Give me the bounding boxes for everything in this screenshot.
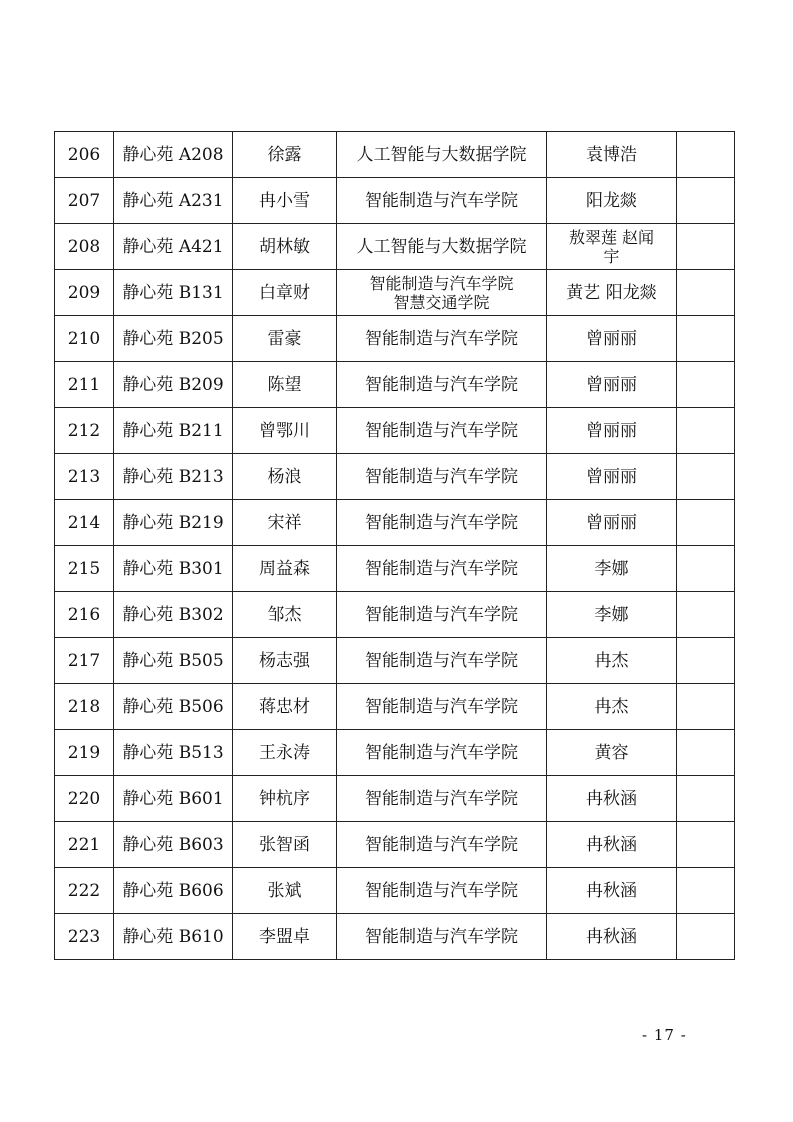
college-cell xyxy=(337,224,547,270)
remark-cell xyxy=(677,362,735,408)
college-line: 人工智能与大数据学院 xyxy=(356,144,527,165)
teacher-cell xyxy=(547,454,677,500)
room-cell: 静心苑 A421 xyxy=(114,224,233,270)
page-number: - 17 - xyxy=(642,1026,687,1044)
remark-cell xyxy=(677,224,735,270)
row-number-cell: 221 xyxy=(55,822,114,868)
row-number-cell: 209 xyxy=(55,270,114,316)
table-row xyxy=(55,822,735,868)
table-row xyxy=(55,224,735,270)
college-cell xyxy=(337,914,547,960)
row-number-cell: 206 xyxy=(55,132,114,178)
student-name-cell: 张智函 xyxy=(233,822,337,868)
room-cell: 静心苑 B131 xyxy=(114,270,233,316)
student-name-cell: 周益森 xyxy=(233,546,337,592)
teacher-cell xyxy=(547,868,677,914)
teacher-cell xyxy=(547,638,677,684)
row-number-cell: 214 xyxy=(55,500,114,546)
teacher-cell xyxy=(547,408,677,454)
row-number-cell: 220 xyxy=(55,776,114,822)
teacher-cell xyxy=(547,362,677,408)
teacher-cell xyxy=(547,776,677,822)
college-cell xyxy=(337,684,547,730)
college-cell xyxy=(337,822,547,868)
college-line: 智能制造与汽车学院 xyxy=(369,273,514,293)
teacher-line: 曾丽丽 xyxy=(586,512,637,533)
college-line: 智慧交通学院 xyxy=(393,292,490,312)
college-cell xyxy=(337,592,547,638)
teacher-cell xyxy=(547,270,677,316)
teacher-line: 李娜 xyxy=(594,604,629,625)
college-line: 智能制造与汽车学院 xyxy=(365,328,518,349)
remark-cell xyxy=(677,822,735,868)
remark-cell xyxy=(677,684,735,730)
college-cell xyxy=(337,776,547,822)
teacher-line: 阳龙燚 xyxy=(586,190,637,211)
teacher-line: 曾丽丽 xyxy=(586,420,637,441)
teacher-line: 曾丽丽 xyxy=(586,374,637,395)
table-row xyxy=(55,132,735,178)
row-number-cell: 219 xyxy=(55,730,114,776)
teacher-line: 黄容 xyxy=(594,742,629,763)
teacher-line: 李娜 xyxy=(594,558,629,579)
room-cell: 静心苑 B219 xyxy=(114,500,233,546)
student-name-cell: 杨志强 xyxy=(233,638,337,684)
table-row xyxy=(55,454,735,500)
teacher-line: 冉秋涵 xyxy=(586,834,637,855)
table-body xyxy=(55,132,735,960)
college-line: 智能制造与汽车学院 xyxy=(365,696,518,717)
table-row xyxy=(55,914,735,960)
remark-cell xyxy=(677,316,735,362)
teacher-line: 宇 xyxy=(603,246,620,266)
college-line: 智能制造与汽车学院 xyxy=(365,650,518,671)
college-cell xyxy=(337,316,547,362)
row-number-cell: 216 xyxy=(55,592,114,638)
student-name-cell: 王永涛 xyxy=(233,730,337,776)
college-line: 智能制造与汽车学院 xyxy=(365,926,518,947)
teacher-cell xyxy=(547,500,677,546)
table-row xyxy=(55,730,735,776)
student-name-cell: 陈望 xyxy=(233,362,337,408)
teacher-line: 袁博浩 xyxy=(586,144,637,165)
remark-cell xyxy=(677,592,735,638)
college-line: 人工智能与大数据学院 xyxy=(356,236,527,257)
college-cell xyxy=(337,270,547,316)
remark-cell xyxy=(677,730,735,776)
table-row xyxy=(55,362,735,408)
student-name-cell: 邹杰 xyxy=(233,592,337,638)
row-number-cell: 215 xyxy=(55,546,114,592)
row-number-cell: 211 xyxy=(55,362,114,408)
room-cell: 静心苑 B505 xyxy=(114,638,233,684)
student-name-cell: 雷豪 xyxy=(233,316,337,362)
teacher-cell xyxy=(547,592,677,638)
teacher-cell xyxy=(547,178,677,224)
remark-cell xyxy=(677,546,735,592)
student-name-cell: 李盟卓 xyxy=(233,914,337,960)
remark-cell xyxy=(677,500,735,546)
teacher-cell xyxy=(547,316,677,362)
row-number-cell: 217 xyxy=(55,638,114,684)
college-line: 智能制造与汽车学院 xyxy=(365,190,518,211)
teacher-cell xyxy=(547,224,677,270)
college-cell xyxy=(337,638,547,684)
teacher-line: 冉秋涵 xyxy=(586,926,637,947)
teacher-cell xyxy=(547,132,677,178)
row-number-cell: 208 xyxy=(55,224,114,270)
room-cell: 静心苑 B302 xyxy=(114,592,233,638)
room-cell: 静心苑 B205 xyxy=(114,316,233,362)
student-name-cell: 胡林敏 xyxy=(233,224,337,270)
college-line: 智能制造与汽车学院 xyxy=(365,558,518,579)
student-name-cell: 蒋忠材 xyxy=(233,684,337,730)
teacher-cell xyxy=(547,546,677,592)
remark-cell xyxy=(677,868,735,914)
teacher-line: 敖翠莲 赵闻 xyxy=(568,227,655,247)
dormitory-table xyxy=(54,131,735,960)
table-row xyxy=(55,638,735,684)
table-row xyxy=(55,316,735,362)
table-row xyxy=(55,592,735,638)
room-cell: 静心苑 B610 xyxy=(114,914,233,960)
student-name-cell: 张斌 xyxy=(233,868,337,914)
room-cell: 静心苑 B603 xyxy=(114,822,233,868)
row-number-cell: 210 xyxy=(55,316,114,362)
table-row xyxy=(55,178,735,224)
table-row xyxy=(55,408,735,454)
row-number-cell: 222 xyxy=(55,868,114,914)
college-line: 智能制造与汽车学院 xyxy=(365,788,518,809)
remark-cell xyxy=(677,270,735,316)
teacher-cell xyxy=(547,684,677,730)
remark-cell xyxy=(677,178,735,224)
teacher-cell xyxy=(547,730,677,776)
college-cell xyxy=(337,178,547,224)
row-number-cell: 212 xyxy=(55,408,114,454)
college-cell xyxy=(337,454,547,500)
row-number-cell: 223 xyxy=(55,914,114,960)
teacher-line: 冉秋涵 xyxy=(586,788,637,809)
remark-cell xyxy=(677,454,735,500)
student-name-cell: 钟杭序 xyxy=(233,776,337,822)
remark-cell xyxy=(677,914,735,960)
college-cell xyxy=(337,546,547,592)
college-line: 智能制造与汽车学院 xyxy=(365,512,518,533)
table-row xyxy=(55,500,735,546)
room-cell: 静心苑 A208 xyxy=(114,132,233,178)
remark-cell xyxy=(677,638,735,684)
room-cell: 静心苑 B606 xyxy=(114,868,233,914)
room-cell: 静心苑 B209 xyxy=(114,362,233,408)
room-cell: 静心苑 B601 xyxy=(114,776,233,822)
college-line: 智能制造与汽车学院 xyxy=(365,374,518,395)
teacher-line: 冉杰 xyxy=(594,650,629,671)
college-line: 智能制造与汽车学院 xyxy=(365,742,518,763)
college-line: 智能制造与汽车学院 xyxy=(365,466,518,487)
row-number-cell: 218 xyxy=(55,684,114,730)
teacher-line: 冉秋涵 xyxy=(586,880,637,901)
room-cell: 静心苑 B506 xyxy=(114,684,233,730)
college-cell xyxy=(337,132,547,178)
teacher-cell xyxy=(547,822,677,868)
teacher-cell xyxy=(547,914,677,960)
remark-cell xyxy=(677,776,735,822)
college-line: 智能制造与汽车学院 xyxy=(365,880,518,901)
table-row xyxy=(55,270,735,316)
remark-cell xyxy=(677,132,735,178)
student-name-cell: 宋祥 xyxy=(233,500,337,546)
teacher-line: 冉杰 xyxy=(594,696,629,717)
room-cell: 静心苑 B513 xyxy=(114,730,233,776)
college-cell xyxy=(337,868,547,914)
student-name-cell: 白章财 xyxy=(233,270,337,316)
room-cell: 静心苑 B301 xyxy=(114,546,233,592)
table-row xyxy=(55,868,735,914)
room-cell: 静心苑 B213 xyxy=(114,454,233,500)
college-line: 智能制造与汽车学院 xyxy=(365,420,518,441)
teacher-line: 曾丽丽 xyxy=(586,466,637,487)
row-number-cell: 213 xyxy=(55,454,114,500)
student-name-cell: 冉小雪 xyxy=(233,178,337,224)
student-name-cell: 杨浪 xyxy=(233,454,337,500)
student-name-cell: 徐露 xyxy=(233,132,337,178)
teacher-line: 曾丽丽 xyxy=(586,328,637,349)
college-line: 智能制造与汽车学院 xyxy=(365,604,518,625)
table-row xyxy=(55,546,735,592)
room-cell: 静心苑 A231 xyxy=(114,178,233,224)
college-cell xyxy=(337,500,547,546)
college-cell xyxy=(337,730,547,776)
college-cell xyxy=(337,408,547,454)
room-cell: 静心苑 B211 xyxy=(114,408,233,454)
college-line: 智能制造与汽车学院 xyxy=(365,834,518,855)
student-name-cell: 曾鄂川 xyxy=(233,408,337,454)
table-row xyxy=(55,776,735,822)
row-number-cell: 207 xyxy=(55,178,114,224)
teacher-line: 黄艺 阳龙燚 xyxy=(566,282,657,303)
college-cell xyxy=(337,362,547,408)
table-row xyxy=(55,684,735,730)
remark-cell xyxy=(677,408,735,454)
